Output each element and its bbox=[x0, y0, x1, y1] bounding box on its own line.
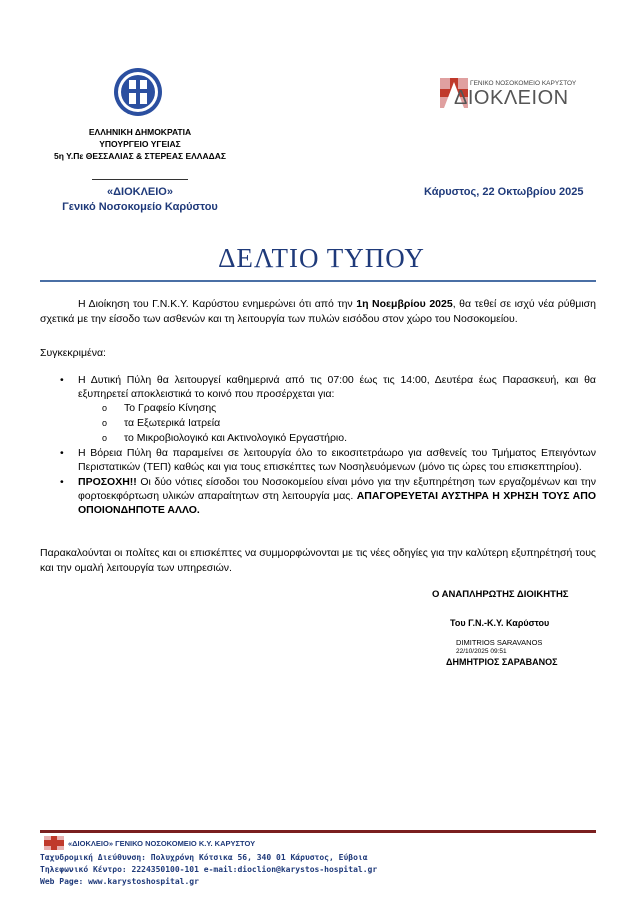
hospital-full: Γενικό Νοσοκομείο Καρύστου bbox=[62, 201, 218, 213]
bullet-icon: • bbox=[60, 374, 64, 386]
list-item bbox=[56, 475, 596, 517]
logo-big-text: ΔΙΟΚΛΕΙΟΝ bbox=[454, 87, 569, 109]
specifically-label: Συγκεκριμένα: bbox=[40, 347, 106, 359]
sub-list-item bbox=[78, 401, 596, 415]
sub-list bbox=[78, 401, 596, 445]
gov-line: ΕΛΛΗΝΙΚΗ ΔΗΜΟΚΡΑΤΙΑ bbox=[88, 127, 192, 137]
footer-web: Web Page: www.karystoshospital.gr bbox=[40, 877, 199, 886]
circle-bullet-icon: o bbox=[102, 433, 108, 443]
circle-bullet-icon: o bbox=[102, 418, 108, 428]
signature-org: Του Γ.Ν.-Κ.Υ. Καρύστου bbox=[450, 618, 550, 628]
gov-line: ΥΠΟΥΡΓΕΙΟ ΥΓΕΙΑΣ bbox=[99, 139, 181, 149]
greek-emblem bbox=[112, 66, 164, 118]
intro-text-end: , θα τεθεί σε ισχύ νέα ρύθμιση σχετικά με την είσοδο των ασθενών και τη λειτουργία των πυλών εισόδου στον χώρο του Νοσοκομείου. bbox=[40, 298, 596, 325]
intro-paragraph bbox=[40, 297, 596, 327]
bullet-icon: • bbox=[60, 476, 64, 488]
north-gate-text: Η Βόρεια Πύλη θα παραμείνει σε λειτουργία όλο το εικοσιτετράωρο για ασθενείς του Τμήματος Επειγόντων Περιστατικών (ΤΕΠ) καθώς και για τους επισκέπτες των Νοσηλευόμενων (μόνο τις ώρες του επισκεπτηρίου). bbox=[78, 447, 596, 473]
intro-date: 1η Νοεμβρίου 2025 bbox=[356, 298, 453, 310]
sub-item-text: τα Εξωτερικά Ιατρεία bbox=[124, 417, 221, 429]
divider bbox=[92, 179, 188, 180]
list-item bbox=[56, 373, 596, 445]
bullet-icon: • bbox=[60, 447, 64, 459]
sub-item-text: το Μικροβιολογικό και Ακτινολογικό Εργαστήριο. bbox=[124, 432, 348, 444]
attention-text: Οι δύο νότιες είσοδοι του Νοσοκομείου είναι μόνο για την εξυπηρέτηση των εργαζομένων και την φορτοεκφόρτωση υλικών απαραίτητων στη λειτουργία μας. bbox=[78, 476, 596, 502]
footer-rule bbox=[40, 830, 596, 833]
logo-small-text: ΓΕΝΙΚΟ ΝΟΣΟΚΟΜΕΙΟ ΚΑΡΥΣΤΟΥ bbox=[470, 80, 577, 87]
west-gate-text: Η Δυτική Πύλη θα λειτουργεί καθημερινά από τις 07:00 έως τις 14:00, Δευτέρα έως Παρασκευή, και θα εξυπηρετεί αποκλειστικά το κοινό που προσέρχεται για: bbox=[78, 374, 596, 400]
closing-paragraph: Παρακαλούνται οι πολίτες και οι επισκέπτες να συμμορφώνονται με τις νέες οδηγίες για την καλύτερη εξυπηρέτησή τους και την ομαλή λειτουργία των υπηρεσιών. bbox=[40, 547, 596, 574]
sub-list-item bbox=[78, 416, 596, 430]
digital-signature-date: 22/10/2025 09:51 bbox=[456, 648, 507, 655]
gov-line: 5η Υ.Πε ΘΕΣΣΑΛΙΑΣ & ΣΤΕΡΕΑΣ ΕΛΛΑΔΑΣ bbox=[54, 151, 226, 161]
intro-text: Η Διοίκηση του Γ.Ν.Κ.Υ. Καρύστου ενημερώνει ότι από την bbox=[78, 298, 357, 310]
gov-header bbox=[40, 126, 240, 162]
sub-item-text: Το Γραφείο Κίνησης bbox=[124, 402, 217, 414]
signature-role: Ο ΑΝΑΠΛΗΡΩΤΗΣ ΔΙΟΙΚΗΤΗΣ bbox=[432, 589, 569, 600]
page-title: ΔΕΛΤΙΟ ΤΥΠΟΥ bbox=[218, 243, 425, 273]
footer-logo-icon bbox=[44, 836, 64, 850]
hospital-short: «ΔΙΟΚΛΕΙΟ» bbox=[107, 186, 173, 198]
hospital-name bbox=[40, 185, 240, 215]
document-date: Κάρυστος, 22 Οκτωβρίου 2025 bbox=[424, 186, 584, 198]
bullet-list bbox=[56, 373, 596, 518]
diokleion-logo bbox=[440, 74, 590, 114]
attention-label: ΠΡΟΣΟΧΗ!! bbox=[78, 476, 137, 488]
sub-list-item bbox=[78, 431, 596, 445]
attention-caps: ΑΠΑΓΟΡΕΥΕΤΑΙ ΑΥΣΤΗΡΑ Η ΧΡΗΣΗ ΤΟΥΣ ΑΠΟ ΟΠΟΙΟΝΔΗΠΟΤΕ ΑΛΛΟ. bbox=[78, 490, 596, 516]
footer-hospital: «ΔΙΟΚΛΕΙΟ» ΓΕΝΙΚΟ ΝΟΣΟΚΟΜΕΙΟ Κ.Υ. ΚΑΡΥΣΤΟΥ bbox=[68, 839, 256, 848]
circle-bullet-icon: o bbox=[102, 403, 108, 413]
title-rule bbox=[40, 280, 596, 282]
signature-name: ΔΗΜΗΤΡΙΟΣ ΣΑΡΑΒΑΝΟΣ bbox=[446, 657, 558, 667]
digital-signature-name: DIMITRIOS SARAVANOS bbox=[456, 638, 543, 647]
footer-phone: Τηλεφωνικό Κέντρο: 2224350100-101 e-mail:dioclion@karystos-hospital.gr bbox=[40, 865, 378, 874]
footer-address: Ταχυδρομική Διεύθυνση: Πολυχρόνη Κότσικα 56, 340 01 Κάρυστος, Εύβοια bbox=[40, 853, 368, 862]
list-item bbox=[56, 446, 596, 474]
